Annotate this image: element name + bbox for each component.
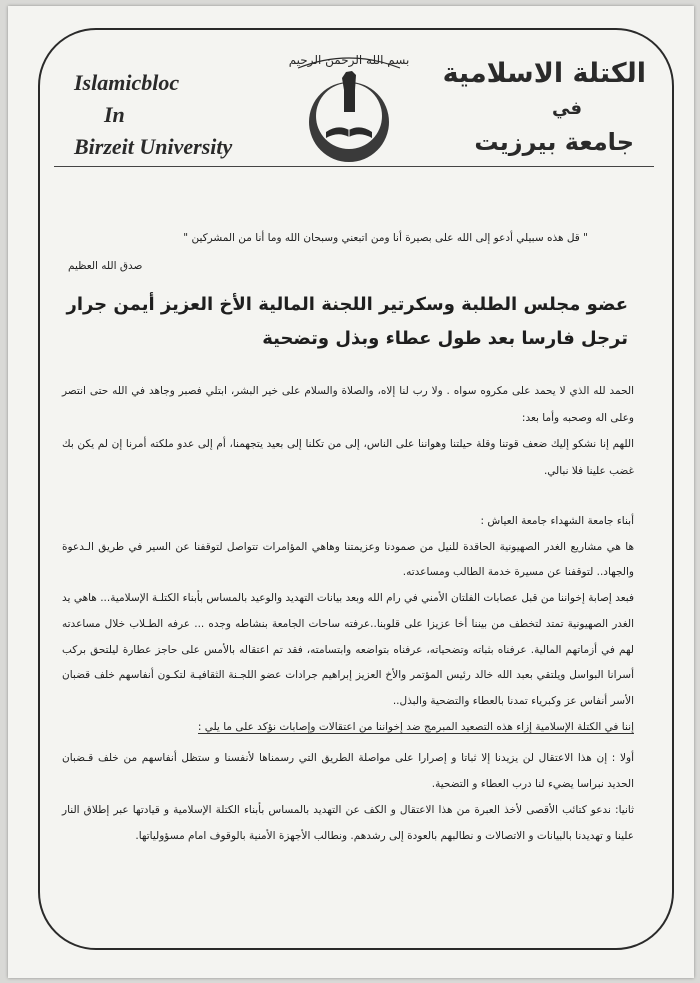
point-one: أولا : إن هذا الاعتقال لن يزيدنا إلا ثباتا و إصرارا على مواصلة الطريق التي رسمناها لأنفسنا و ستظل أنفاسهم من خلف قـضبان الحديد نبراسا يضيء لنا درب العطاء و التضحية. bbox=[62, 752, 634, 790]
declaration-line: إننا في الكتلة الإسلامية إزاء هذه التصعيد المبرمج ضد إخواننا من اعتقالات وإصابات نؤكد على ما يلي : bbox=[197, 720, 634, 733]
headline-line-2: ترجل فارسا بعد طول عطاء وبذل وتضحية bbox=[262, 328, 628, 349]
raised-fist-icon bbox=[342, 71, 356, 90]
header-divider bbox=[54, 166, 654, 167]
point-two: ثانيا: ندعو كتائب الأقصى لأخذ العبرة من هذا الاعتقال و الكف عن التهديد بالمساس بأبناء الكتلة الإسلامية و قيادتها عبر إطلاق النار علينا و تهديدنا بالبيانات و الاتصالات و نطالبهم بالعودة إلى رشدهم. ونطالب الأجهزة الأمنية بالوقوف امام مسؤولياتها. bbox=[62, 804, 634, 842]
opening-paragraph: الحمد لله الذي لا يحمد على مكروه سواه . ولا رب لنا إلاه، والصلاة والسلام على خير البشر، ابتلي فصبر وجاهد في الله حتى انتصر وعلى اله وصحبه وأما بعد: bbox=[62, 385, 634, 424]
statement-section bbox=[62, 509, 634, 740]
headline-line-1: عضو مجلس الطلبة وسكرتير اللجنة المالية الأخ العزيز أيمن جرار bbox=[66, 294, 628, 315]
conspiracy-paragraph: ها هي مشاريع الغدر الصهيونية الحاقدة للنيل من صمودنا وعزيمتنا وهاهي المؤامرات تتواصل لتوقفنا عن السير في طريق الـدعوة والجهاد.. لتوقفنا عن مسيرة خدمة الطالب ومساعدته. bbox=[62, 540, 634, 579]
arabic-title-line-2: في bbox=[552, 98, 582, 119]
latin-title-line-2: In bbox=[104, 102, 125, 127]
document-page bbox=[8, 6, 694, 978]
latin-title-line-1: Islamicbloc bbox=[74, 70, 180, 95]
islamic-bloc-emblem bbox=[284, 44, 414, 170]
emblem-calligraphy: بسم الله الرحمن الرحيم bbox=[288, 53, 410, 67]
points-section bbox=[62, 745, 634, 849]
latin-title-line-3: Birzeit University bbox=[74, 134, 233, 159]
arrest-paragraph: فبعد إصابة إخواننا من قبل عصابات الفلتان الأمني في رام الله وبعد بيانات التهديد والوعيد بالمساس بأبناء الكتلـة الإسلامية... هاهي يد الغدر الصهيونية تمتد لتخطف من بيننا أخا عزيزا على قلوبنا..عرفته ساحات الجامعة بنشاطه وجده ... عرفه الطـلاب خلال مساعدته لهم في أزماتهم المالية. عرفناه بثباته وتضحياته، عرفناه بتواضعه وابتسامته، فقد تم اعتقاله بالأمس على حاجز عطارة ليلتحق بركب أسرانا البواسل ويلتقي بعبد الله خالد رئيس المؤتمر والأخ العزيز إبراهيم جرادات عضو اللجـنة الثقافيـة لتكـون أنفاسهم خلف قضبان الأسر أنفاس عز وكبرياء تمدنا بالعطاء والتضحية والبذل.. bbox=[62, 592, 634, 707]
address-line: أبناء جامعة الشهداء جامعة العياش : bbox=[480, 515, 634, 527]
prayer-paragraph: اللهم إنا نشكو إليك ضعف قوتنا وقلة حيلتنا وهواننا على الناس، إلى من تكلنا إلى بعيد يتجهمنا، أم إلى عدو ملكته أمرنا إن لم يكن بك غضب علينا فلا نبالي. bbox=[62, 438, 634, 477]
verse-attribution: صدق الله العظيم bbox=[68, 260, 143, 272]
quran-verse: " قل هذه سبيلي أدعو إلى الله على بصيرة أنا ومن اتبعني وسبحان الله وما أنا من المشركين " bbox=[183, 232, 588, 244]
arabic-title-line-3: جامعة بيرزيت bbox=[474, 128, 634, 156]
arabic-title-line-1: الكتلة الاسلامية bbox=[442, 58, 646, 89]
